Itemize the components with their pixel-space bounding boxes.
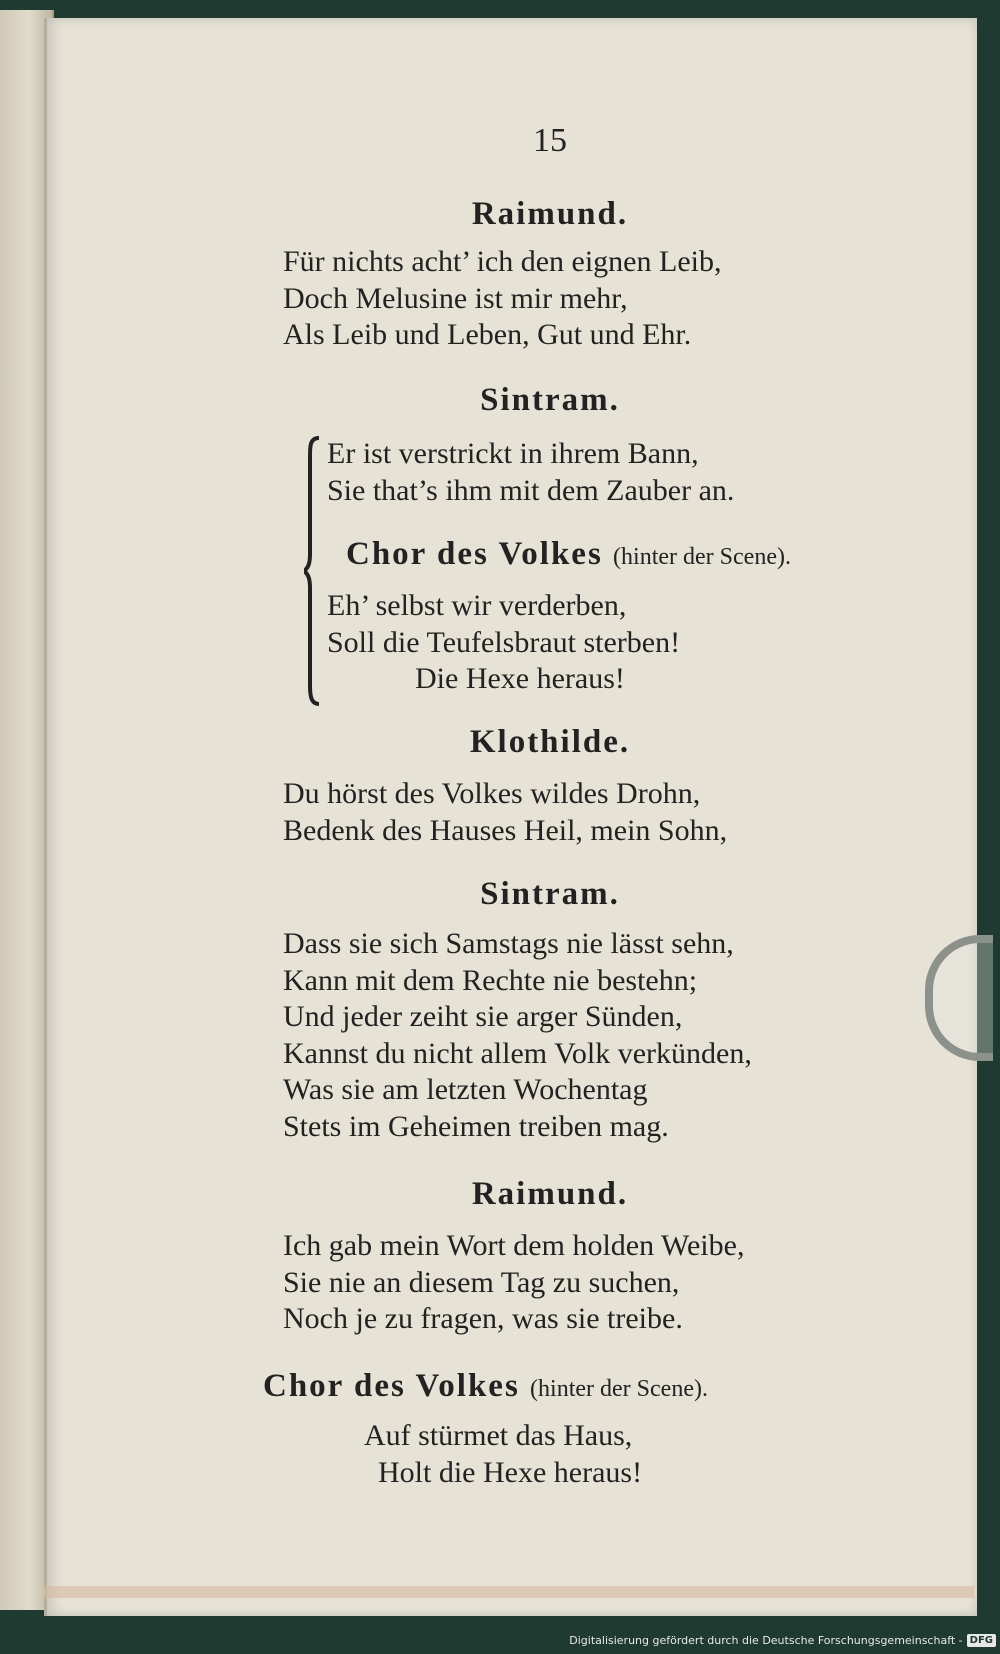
credit-text: Digitalisierung gefördert durch die Deutsche Forschungsgemeinschaft -	[569, 1633, 963, 1647]
verse-line: Auf stürmet das Haus,	[364, 1419, 633, 1452]
verse-line: Sie that’s ihm mit dem Zauber an.	[327, 473, 735, 507]
verse-raimund-2	[283, 1228, 744, 1338]
verse-line: Eh’ selbst wir verderben,	[327, 589, 627, 622]
verse-raimund-1	[283, 244, 721, 354]
verse-line: Noch je zu fragen, was sie treibe.	[283, 1302, 683, 1335]
footer-credit	[569, 1630, 996, 1650]
verse-line: Holt die Hexe heraus!	[378, 1455, 643, 1489]
verse-line: Kannst du nicht allem Volk verkünden,	[283, 1036, 752, 1070]
dfg-logo: DFG	[967, 1634, 996, 1647]
speaker-chor	[346, 536, 791, 573]
stage-direction: (hinter der Scene).	[613, 544, 791, 570]
verse-line: Dass sie sich Samstags nie lässt sehn,	[283, 927, 734, 960]
verse-line: Was sie am letzten Wochentag	[283, 1073, 648, 1106]
verse-line: Kann mit dem Rechte nie bestehn;	[283, 963, 698, 997]
speaker-sintram: Sintram.	[480, 876, 620, 912]
stage-direction: (hinter der Scene).	[530, 1376, 708, 1402]
verse-line: Soll die Teufelsbraut sterben!	[327, 625, 681, 659]
verse-sintram-2	[283, 926, 752, 1145]
speaker-chor-name: Chor des Volkes	[346, 536, 603, 572]
verse-line: Stets im Geheimen treiben mag.	[283, 1109, 669, 1143]
speaker-raimund: Raimund.	[471, 1176, 629, 1212]
verse-line: Bedenk des Hauses Heil, mein Sohn,	[283, 813, 728, 847]
verse-line: Für nichts acht’ ich den eignen Leib,	[283, 245, 722, 278]
verse-line: Doch Melusine ist mir mehr,	[283, 281, 628, 315]
page-number: 15	[533, 122, 567, 159]
verse-line: Er ist verstrickt in ihrem Bann,	[327, 437, 699, 470]
speaker-sintram: Sintram.	[480, 382, 620, 418]
speaker-raimund: Raimund.	[471, 196, 629, 232]
verse-line: Und jeder zeiht sie arger Sünden,	[283, 1000, 683, 1033]
speaker-chor	[263, 1368, 708, 1405]
verse-line: Die Hexe heraus!	[415, 662, 625, 695]
verse-line: Du hörst des Volkes wildes Drohn,	[283, 777, 701, 810]
verse-chor-1	[327, 588, 680, 698]
speaker-klothilde: Klothilde.	[469, 724, 631, 760]
speaker-chor-name: Chor des Volkes	[263, 1368, 520, 1404]
verse-chor-2	[364, 1418, 642, 1491]
verse-line: Ich gab mein Wort dem holden Weibe,	[283, 1229, 745, 1262]
verse-klothilde	[283, 776, 727, 849]
verse-line: Als Leib und Leben, Gut und Ehr.	[283, 318, 692, 351]
verse-line: Sie nie an diesem Tag zu suchen,	[283, 1265, 680, 1299]
verse-sintram-1	[327, 436, 734, 509]
page-bottom-edge	[44, 1586, 974, 1598]
left-brace-icon	[304, 436, 322, 706]
